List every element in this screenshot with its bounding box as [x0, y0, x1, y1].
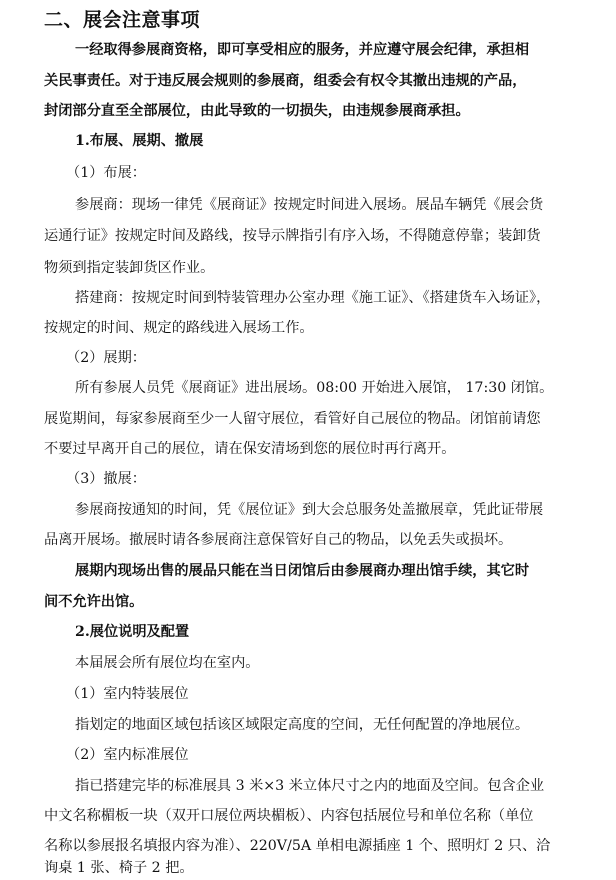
standard-booth-line: 中文名称楣板一块（双开口展位两块楣板）、内容包括展位号和单位名称（单位: [44, 808, 534, 824]
period-line: 所有参展人员凭《展商证》进出展场。08:00 开始进入展馆， 17:30 闭馆。: [75, 380, 554, 396]
sales-notice-line: 间不允许出馆。: [44, 594, 144, 610]
subsection-title-booth-config: 2.展位说明及配置: [75, 624, 190, 640]
section-title: 二、展会注意事项: [44, 9, 201, 31]
teardown-line: 参展商按通知的时间，凭《展位证》到大会总服务处盖撤展章，凭此证带展: [75, 502, 544, 518]
intro-line: 封闭部分直至全部展位，由此导致的一切损失，由违规参展商承担。: [44, 103, 470, 119]
booth-intro: 本届展会所有展位均在室内。: [75, 655, 260, 671]
setup-exhibitor-line: 参展商：现场一律凭《展商证》按规定时间进入展场。展品车辆凭《展会货: [75, 197, 544, 213]
setup-label: （1）布展：: [66, 165, 146, 181]
period-line: 展览期间，每家参展商至少一人留守展位，看管好自己展位的物品。闭馆前请您: [44, 411, 541, 427]
setup-exhibitor-line: 运通行证》按规定时间及路线，按导示牌指引有序入场，不得随意停靠；装卸货: [44, 228, 541, 244]
teardown-label: （3）撤展：: [66, 471, 146, 487]
period-line: 不要过早离开自己的展位，请在保安清场到您的展位时再行离开。: [44, 441, 456, 457]
standard-booth-line: 询桌 1 张、椅子 2 把。: [44, 860, 194, 876]
setup-builder-line: 搭建商：按规定时间到特装管理办公室办理《施工证》、《搭建货车入场证》，: [75, 290, 551, 306]
teardown-line: 品离开展场。撤展时请各参展商注意保管好自己的物品，以免丢失或损坏。: [44, 532, 513, 548]
special-booth-text: 指划定的地面区域包括该区域限定高度的空间，无任何配置的净地展位。: [75, 717, 530, 733]
intro-line: 关民事责任。对于违反展会规则的参展商，组委会有权令其撤出违规的产品，: [44, 73, 527, 89]
setup-exhibitor-line: 物须到指定装卸货区作业。: [44, 260, 215, 276]
subsection-title-setup-period-teardown: 1.布展、展期、撤展: [75, 133, 204, 149]
sales-notice-line: 展期内现场出售的展品只能在当日闭馆后由参展商办理出馆手续，其它时: [75, 563, 530, 579]
standard-booth-line: 名称以参展报名填报内容为准）、220V/5A 单相电源插座 1 个、照明灯 2 只、洽: [44, 838, 551, 854]
standard-booth-line: 指已搭建完毕的标准展具 3 米×3 米立体尺寸之内的地面及空间。包含企业: [75, 778, 545, 794]
setup-builder-line: 按规定的时间、规定的路线进入展场工作。: [44, 320, 314, 336]
intro-line: 一经取得参展商资格，即可享受相应的服务，并应遵守展会纪律，承担相: [75, 42, 530, 58]
special-booth-label: （1）室内特装展位: [66, 686, 189, 702]
period-label: （2）展期：: [66, 350, 146, 366]
standard-booth-label: （2）室内标准展位: [66, 747, 189, 763]
